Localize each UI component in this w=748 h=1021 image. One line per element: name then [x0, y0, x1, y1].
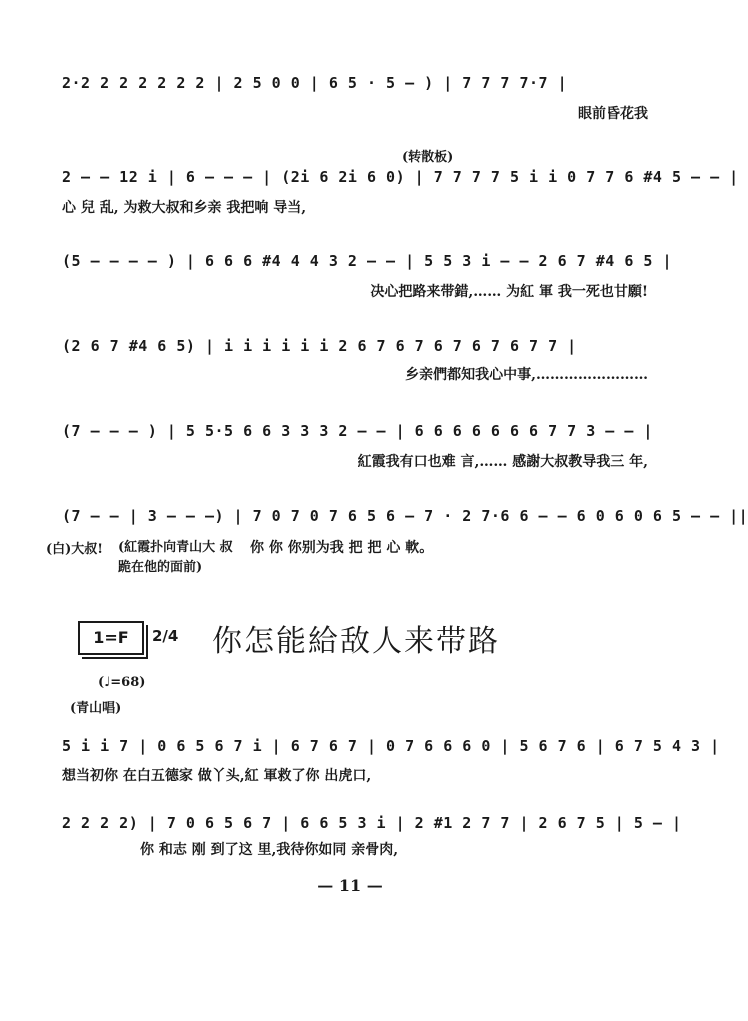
score-line-8-notes: 2 2 2 2) | 7 0 6 5 6 7 | 6 6 5 3 i | 2 #1 2 7 7 | 2 6 7 5 | 5 — | — [62, 814, 682, 832]
score-line-4-lyrics: 乡亲們都知我心中事,…………………… — [405, 367, 648, 383]
stage-direction: (紅霞扑向青山大 叔跪在他的面前) — [118, 540, 233, 575]
singer-label: (青山唱) — [70, 701, 122, 716]
page-number: — 11 — — [317, 876, 383, 895]
score-line-1-notes: 2·2 2 2 2 2 2 2 | 2 5 0 0 | 6 5 · 5 — ) | 7 7 7 7·7 | — [62, 74, 568, 92]
song-title: 你怎能給敌人来带路 — [212, 624, 500, 659]
score-line-2-lyrics: 心 兒 乱, 为救大叔和乡亲 我把响 导当, — [62, 200, 307, 216]
score-line-5-notes: (7 — — — ) | 5 5·5 6 6 3 3 3 2 — — | 6 6 6 6 6 6 6 7 7 3 — — | — [62, 422, 653, 440]
spoken-line: (白)大叔! — [46, 542, 104, 557]
score-line-3-lyrics: 决心把路来带錯,…… 为紅 軍 我一死也甘願! — [370, 284, 648, 300]
tempo-marking: (♩=68) — [98, 675, 146, 690]
score-line-5-lyrics: 紅霞我有口也难 言,…… 感謝大叔教导我三 年, — [357, 454, 648, 470]
score-line-7-lyrics: 想当初你 在白五德家 做丫头,紅 軍救了你 出虎口, — [62, 768, 372, 784]
score-line-2-notes: 2 — — 12 i | 6 — — — | (2i 6 2i 6 0) | 7 7 7 7 5 i i 0 7 7 6 #4 5 — — | — [62, 168, 739, 186]
score-line-8-lyrics: 你 和志 刚 到了这 里,我待你如同 亲骨肉, — [140, 842, 399, 858]
score-line-6-notes: (7 — — | 3 — — —) | 7 0 7 0 7 6 5 6 — 7 · 2 7·6 6 — — 6 0 6 0 6 5 — — || — [62, 507, 748, 525]
score-line-6-lyrics: 你 你 你别为我 把 把 心 軟。 — [250, 540, 434, 556]
score-line-3-notes: (5 — — — — ) | 6 6 6 #4 4 4 3 2 — — | 5 5 3 i — — 2 6 7 #4 6 5 | — [62, 252, 672, 270]
time-signature: 2/4 — [152, 627, 179, 645]
score-line-7-notes: 5 i i 7 | 0 6 5 6 7 i | 6 7 6 7 | 0 7 6 6 6 0 | 5 6 7 6 | 6 7 5 4 3 | — [62, 737, 720, 755]
tempo-change-note: (转散板) — [402, 150, 454, 165]
score-line-1-lyrics: 眼前昏花我 — [578, 106, 648, 122]
key-signature-box: 1=F — [78, 621, 144, 655]
score-line-4-notes: (2 6 7 #4 6 5) | i i i i i i 2 6 7 6 7 6 7 6 7 6 7 7 | — [62, 337, 577, 355]
